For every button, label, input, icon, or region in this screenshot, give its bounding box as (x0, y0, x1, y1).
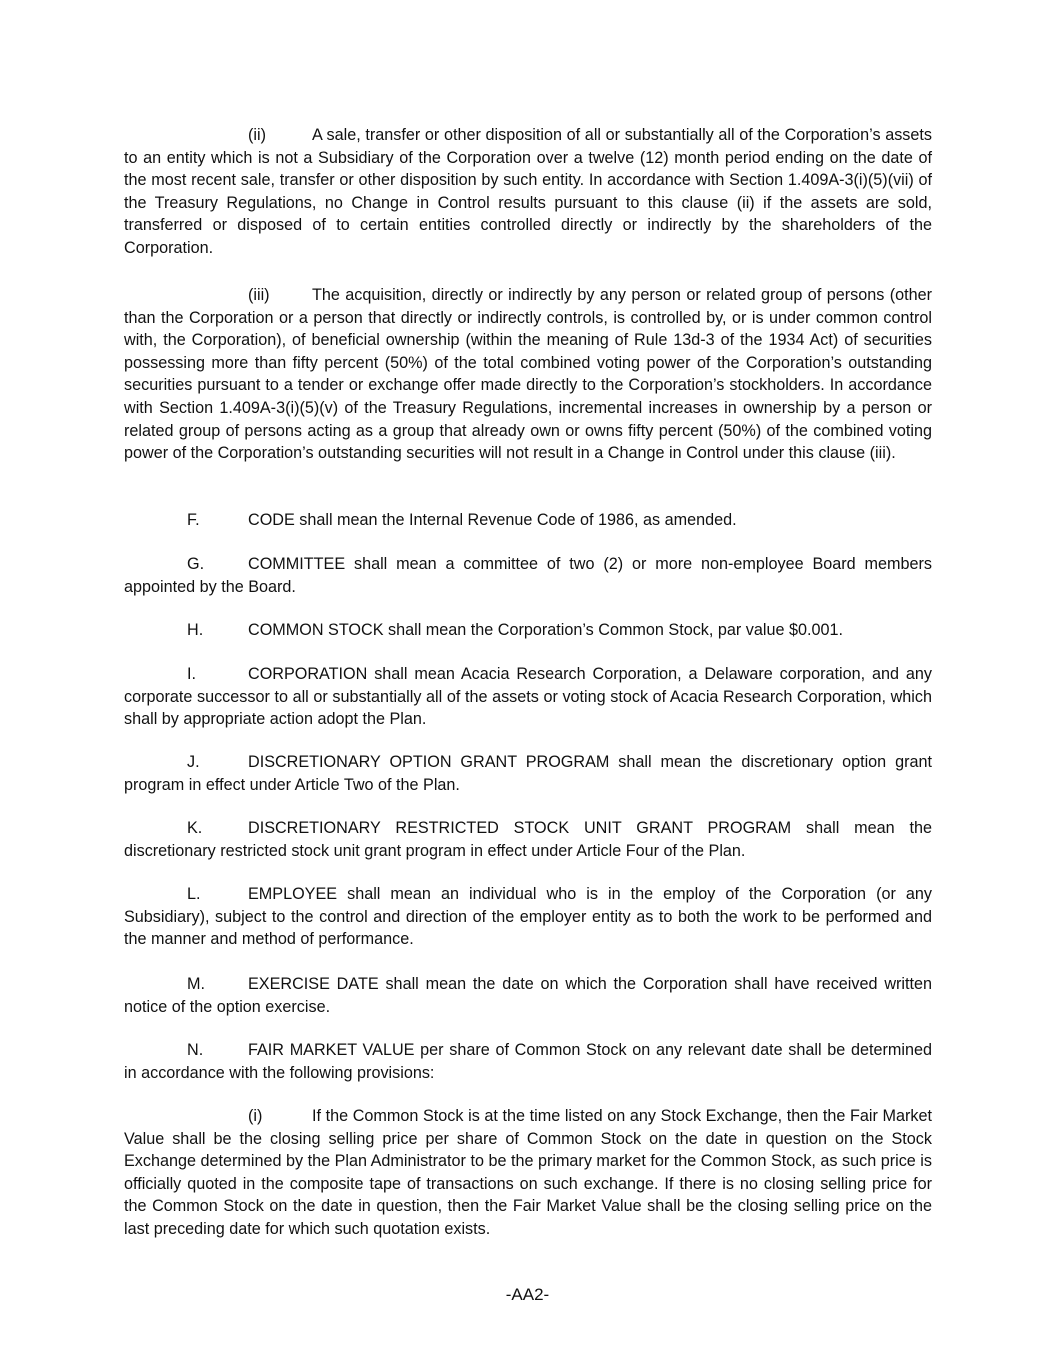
definition-label: N. (187, 1041, 204, 1059)
definition-fair-market-value (124, 1039, 932, 1084)
clause-text: If the Common Stock is at the time listed on any Stock Exchange, then the Fair Market Value shall be the closing selling price per share of Common Stock on the date in question on the Stock Exchange determined by the Plan Administrator to be the primary market for the Common Stock, as such price is officially quoted in the composite tape of transactions on such exchange. If there is no closing selling price for the Common Stock on the date in question, then the Fair Market Value shall be the closing selling price on the last preceding date for which such quotation exists. (124, 1107, 932, 1238)
definition-exercise-date (124, 973, 932, 1018)
clause-label: (i) (248, 1107, 263, 1125)
definition-employee (124, 883, 932, 951)
clause-ii (124, 124, 932, 260)
page-number: -AA2- (505, 1285, 550, 1304)
clause-text: The acquisition, directly or indirectly by any person or related group of persons (other than the Corporation or a person that directly or indirectly controls, is controlled by, or is under common control with, the Corporation), of beneficial ownership (within the meaning of Rule 13d-3 of the 1934 Act) of securities possessing more than fifty percent (50%) of the total combined voting power of the Corporation’s outstanding securities pursuant to a tender or exchange offer made directly to the Corporation’s stockholders. In accordance with Section 1.409A-3(i)(5)(v) of the Treasury Regulations, incremental increases in ownership by a person or related group of persons acting as a group that already own or owns fifty percent (50%) of the combined voting power of the Corporation’s outstanding securities will not result in a Change in Control under this clause (iii). (124, 286, 932, 463)
definition-label: J. (187, 753, 200, 771)
definition-label: K. (187, 819, 203, 837)
definition-code (124, 509, 932, 532)
clause-i (124, 1105, 932, 1241)
definition-corporation (124, 663, 932, 731)
definition-label: L. (187, 885, 201, 903)
definition-text: FAIR MARKET VALUE per share of Common Stock on any relevant date shall be determined in accordance with the following provisions: (124, 1041, 932, 1082)
definition-text: CODE shall mean the Internal Revenue Code of 1986, as amended. (248, 511, 737, 529)
definition-text: CORPORATION shall mean Acacia Research Corporation, a Delaware corporation, and any corporate successor to all or substantially all of the assets or voting stock of Acacia Research Corporation, which shall by appropriate action adopt the Plan. (124, 665, 932, 729)
definition-common-stock (124, 619, 932, 642)
definition-discretionary-option-grant-program (124, 751, 932, 796)
definition-text: EXERCISE DATE shall mean the date on which the Corporation shall have received written notice of the option exercise. (124, 975, 932, 1016)
clause-iii (124, 284, 932, 465)
definition-label: M. (187, 975, 205, 993)
clause-label: (ii) (248, 126, 266, 144)
definition-committee (124, 553, 932, 598)
clause-text: A sale, transfer or other disposition of all or substantially all of the Corporation’s assets to an entity which is not a Subsidiary of the Corporation over a twelve (12) month period ending on the date of the most recent sale, transfer or other disposition by such entity. In accordance with Section 1.409A-3(i)(5)(vii) of the Treasury Regulations, no Change in Control results pursuant to this clause (ii) if the assets are sold, transferred or disposed of to certain entities controlled directly or indirectly by the shareholders of the Corporation. (124, 126, 932, 257)
definition-label: G. (187, 555, 205, 573)
definition-text: COMMITTEE shall mean a committee of two (2) or more non-employee Board members appointed by the Board. (124, 555, 932, 596)
definition-label: F. (187, 511, 200, 529)
definition-label: H. (187, 621, 204, 639)
definition-text: DISCRETIONARY RESTRICTED STOCK UNIT GRANT PROGRAM shall mean the discretionary restricted stock unit grant program in effect under Article Four of the Plan. (124, 819, 932, 860)
definition-text: COMMON STOCK shall mean the Corporation’s Common Stock, par value $0.001. (248, 621, 843, 639)
definition-label: I. (187, 665, 196, 683)
definition-text: EMPLOYEE shall mean an individual who is in the employ of the Corporation (or any Subsidiary), subject to the control and direction of the employer entity as to both the work to be performed and the manner and method of performance. (124, 885, 932, 949)
definition-text: DISCRETIONARY OPTION GRANT PROGRAM shall mean the discretionary option grant program in effect under Article Two of the Plan. (124, 753, 932, 794)
clause-label: (iii) (248, 286, 270, 304)
definition-discretionary-rsu-grant-program (124, 817, 932, 862)
